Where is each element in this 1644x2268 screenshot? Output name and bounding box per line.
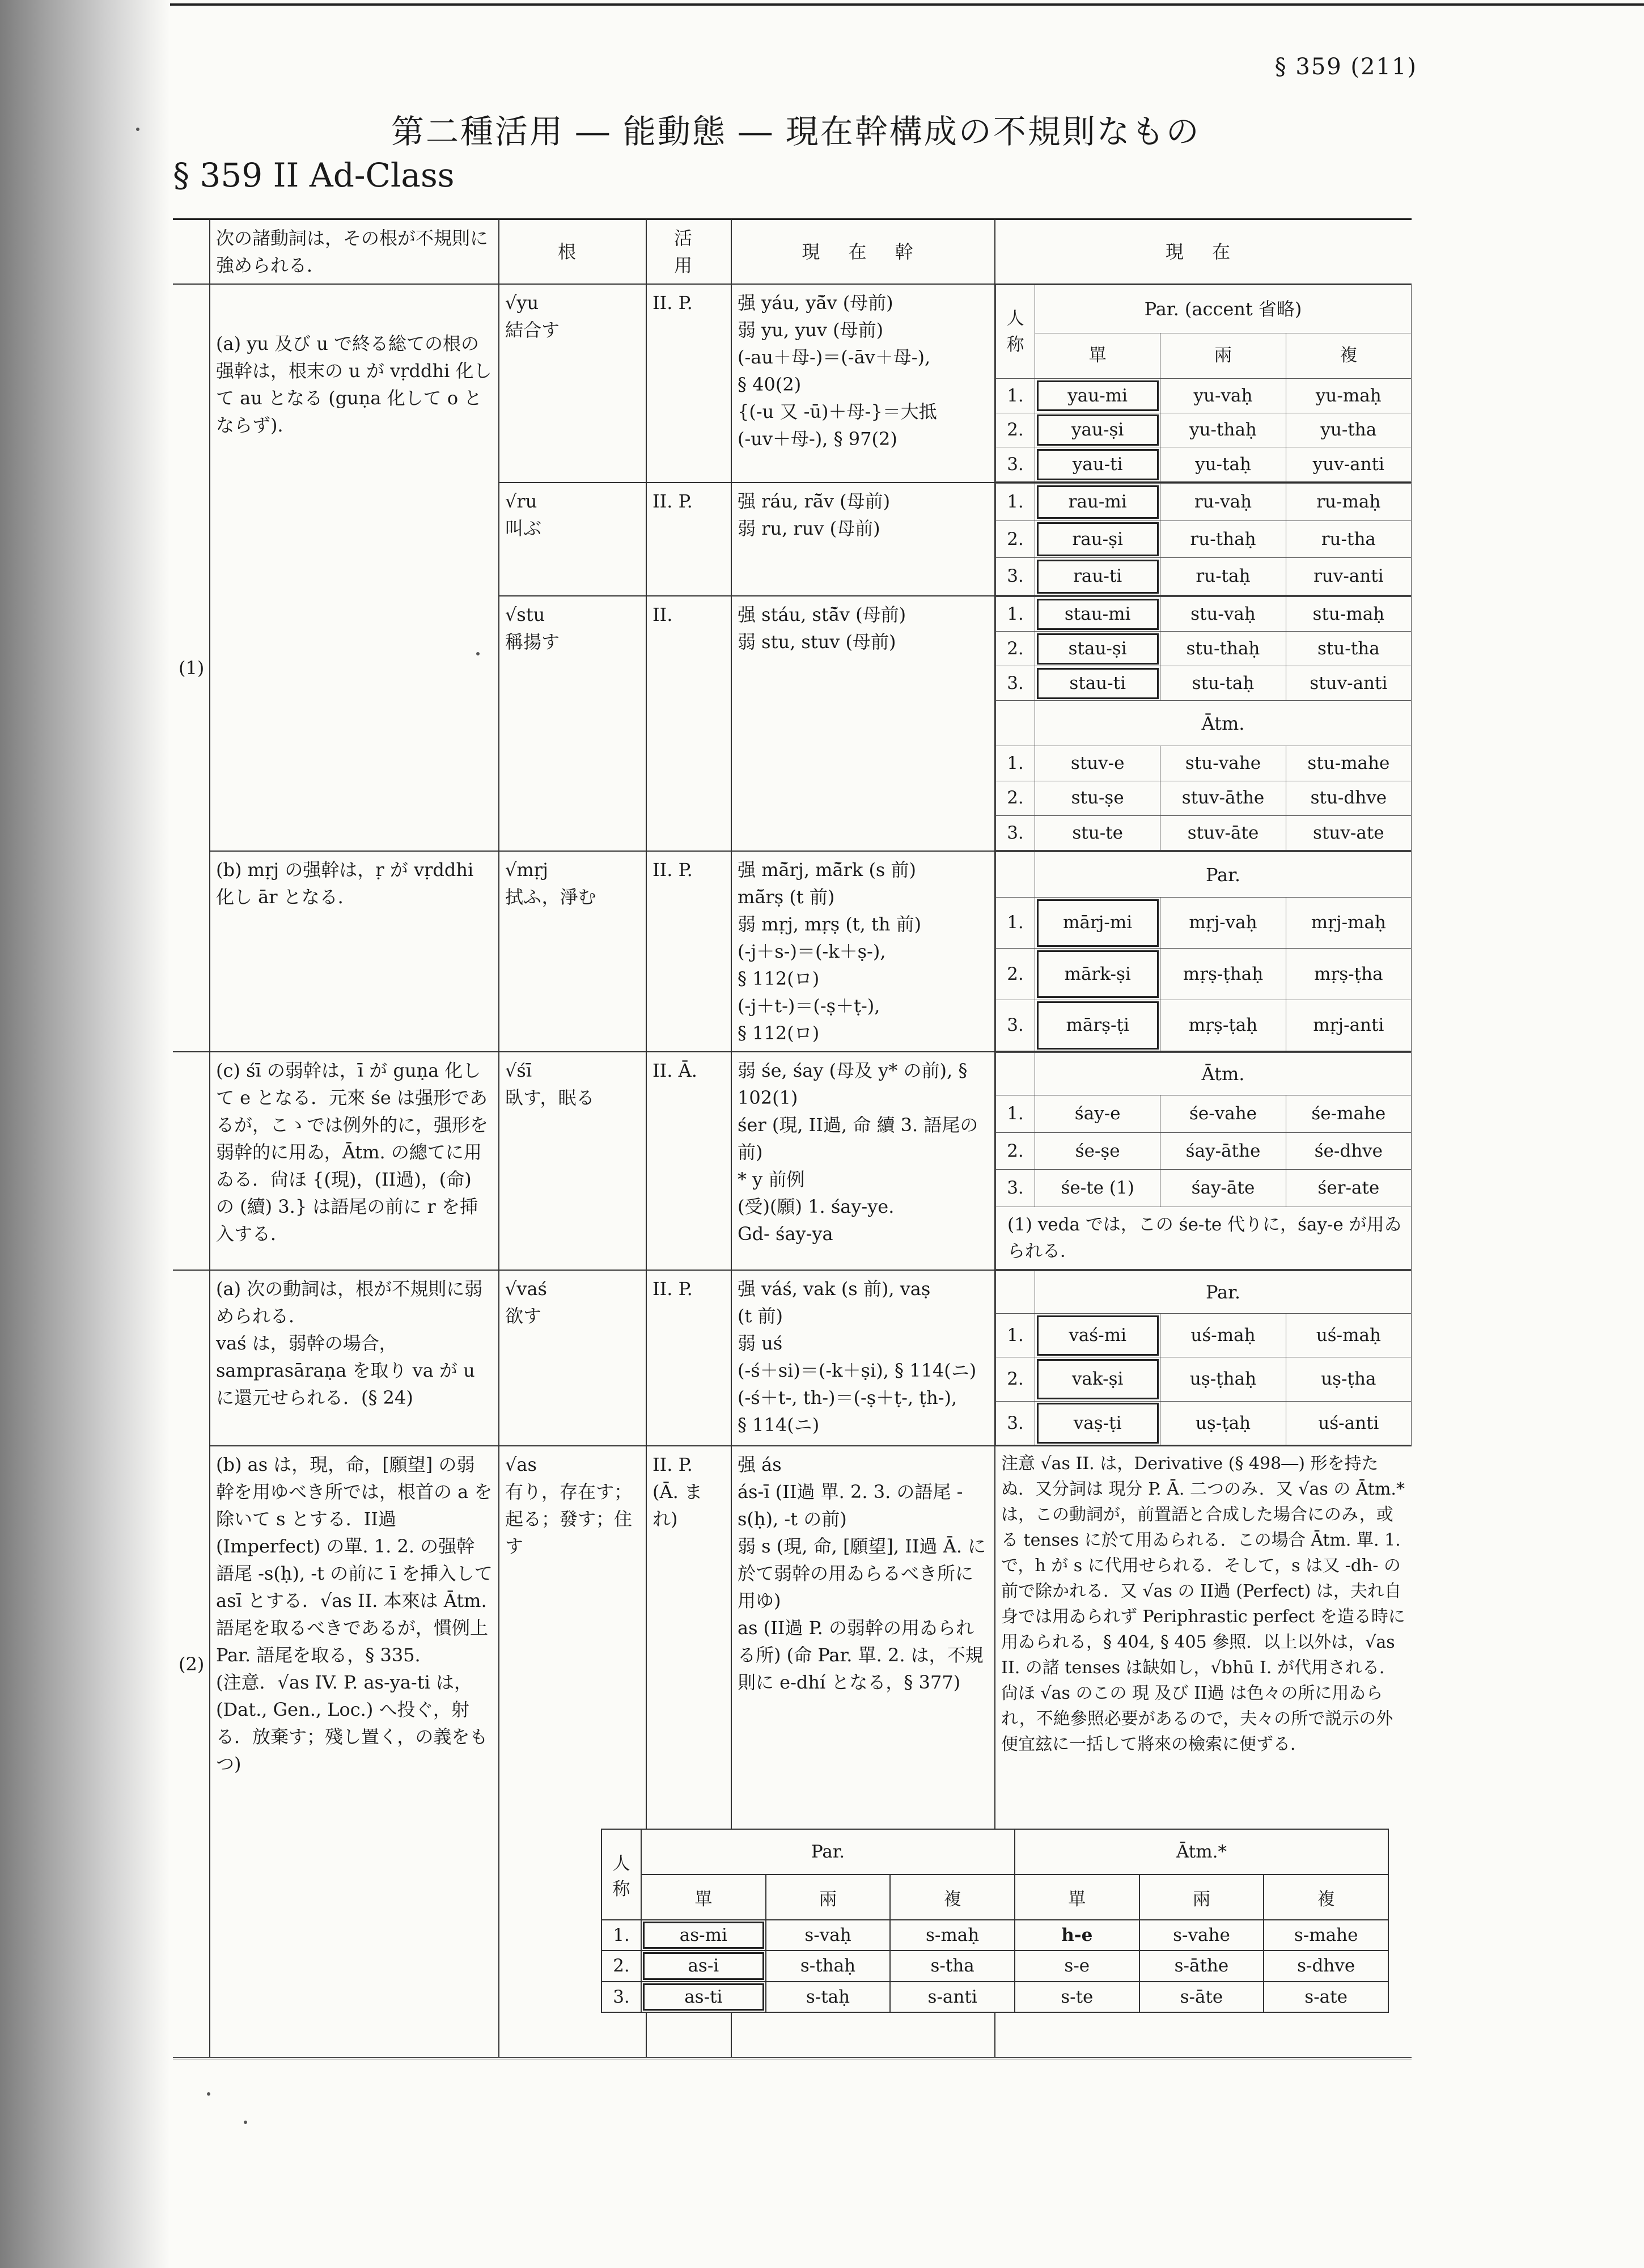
conj-as: II. P. (Ā. まれ) (646, 1446, 731, 2058)
form-cell: s-vaḥ (766, 1920, 891, 1950)
person-num: 3. (996, 815, 1035, 850)
person-num: 2. (996, 781, 1035, 815)
form-cell: stuv-anti (1286, 666, 1411, 701)
stem-vas: 强 váś, vak (s 前), vaṣ (t 前) 弱 uś (-ś＋si)＝(-k＋ṣi), § 114(ニ) (-ś＋t-, th-)＝(-ṣ＋ṭ-, ṭh-), § 114(ニ) (731, 1270, 995, 1446)
form-cell: ru-tha (1286, 521, 1411, 558)
person-num: 2. (996, 521, 1035, 558)
scan-speck (136, 128, 139, 131)
scan-shadow (0, 0, 170, 2268)
stem-yu: 强 yáu, yā̆v (母前) 弱 yu, yuv (母前) (-au＋母-)＝(-āv＋母-), § 40(2) {(-u 又 -ū)＋母-}＝大抵 (-uv＋母-), § 97(2) (731, 284, 995, 483)
form-cell: stuv-āthe (1160, 781, 1286, 815)
scan-speck (244, 2121, 247, 2124)
form-cell: stau-mi (1035, 597, 1160, 632)
form-cell: yau-ṣi (1035, 413, 1160, 447)
person-spacer (996, 701, 1035, 746)
form-cell: śe-mahe (1286, 1095, 1411, 1133)
form-cell: śe-ṣe (1035, 1132, 1160, 1170)
person-num: 3. (996, 447, 1035, 482)
form-cell: vaṣ-ṭi (1035, 1401, 1160, 1445)
conj-yu: II. P. (646, 284, 731, 483)
form-cell: as-i (641, 1950, 766, 1981)
voice-head-atm: Ātm.* (1015, 1829, 1388, 1875)
form-cell: ru-thaḥ (1160, 521, 1286, 558)
number-head-pl: 複 (1286, 333, 1411, 379)
group-1-number: (1) (173, 284, 210, 1052)
form-cell: rau-ṣi (1035, 521, 1160, 558)
header-root: 根 (499, 219, 646, 285)
form-cell: s-āte (1139, 1982, 1264, 2012)
form-cell: yu-vaḥ (1160, 379, 1286, 413)
conj-si: II. Ā. (646, 1052, 731, 1270)
form-cell: uś-maḥ (1160, 1314, 1286, 1357)
form-cell: stu-dhve (1286, 781, 1411, 815)
form-cell: śay-āte (1160, 1170, 1286, 1207)
root-vas: √vaś 欲す (499, 1270, 646, 1446)
paradigm-as (601, 1829, 1389, 2013)
voice-head: Par. (1035, 852, 1412, 898)
form-cell: s-tha (890, 1950, 1015, 1981)
form-cell: as-mi (641, 1920, 766, 1950)
person-num: 3. (996, 666, 1035, 701)
group-2b-desc: (b) as は，現，命，[願望] の弱幹を用ゆべき所では，根首の a を除いて s とする．II過 (Imperfect) の單. 1. 2. の强幹語尾 -s(ḥ), -t の前に ī を挿入して asī とする．√as II. 本來は Ātm. 語尾を取るべきであるが，慣例上 Par. 語尾を取る，§ 335. (注意．√as IV. P. as-ya-ti は，(Dat., Gen., Loc.) へ投ぐ，射る．放棄す；殘し置く，の義をもつ) (210, 1446, 499, 2058)
form-cell: rau-ti (1035, 558, 1160, 595)
person-spacer (996, 1271, 1035, 1314)
person-num: 3. (996, 1000, 1035, 1051)
form-cell: mṛṣ-ṭhaḥ (1160, 949, 1286, 1000)
person-num: 2. (996, 1357, 1035, 1401)
paradigm-ru (995, 483, 1412, 596)
form-cell: as-ti (641, 1982, 766, 2012)
group-1c-desc: (c) śī の弱幹は，ī が guṇa 化して e となる．元來 śe は强形であるが，こゝでは例外的に，强形を弱幹的に用ゐ，Ātm. の總てに用ゐる．尙ほ {(現)，(II過)，(命) の (續) 3.} は語尾の前に r を挿入する． (210, 1052, 499, 1270)
form-cell: stau-ti (1035, 666, 1160, 701)
form-cell: yau-mi (1035, 379, 1160, 413)
person-num: 1. (996, 898, 1035, 949)
root-as: √as 有り，存在す；起る；發す；住す (499, 1446, 646, 2058)
root-stu: √stu 稱揚す (499, 596, 646, 851)
form-cell: mṛṣ-ṭha (1286, 949, 1411, 1000)
conj-ru: II. P. (646, 483, 731, 596)
form-cell: śay-āthe (1160, 1132, 1286, 1170)
form-cell: ruv-anti (1286, 558, 1411, 595)
form-cell: mṛj-anti (1286, 1000, 1411, 1051)
stem-ru: 强 ráu, rā̆v (母前) 弱 ru, ruv (母前) (731, 483, 995, 596)
form-cell: stu-maḥ (1286, 597, 1411, 632)
form-cell: stu-vaḥ (1160, 597, 1286, 632)
person-num: 2. (996, 949, 1035, 1000)
group-col-head (173, 219, 210, 285)
person-num: 1. (996, 379, 1035, 413)
form-cell: stu-taḥ (1160, 666, 1286, 701)
form-cell: s-maḥ (890, 1920, 1015, 1950)
person-num: 3. (996, 1170, 1035, 1207)
form-cell: s-e (1015, 1950, 1139, 1981)
group-1a-desc: (a) yu 及び u で終る総ての根の强幹は，根末の u が vṛddhi 化して au となる (guṇa 化して o とならず)． (210, 284, 499, 851)
form-cell: s-taḥ (766, 1982, 891, 2012)
form-cell: uṣ-ṭhaḥ (1160, 1357, 1286, 1401)
page-title: 第二種活用 ― 能動態 ― 現在幹構成の不規則なもの (391, 112, 1201, 151)
number-head-sg: 單 (1015, 1875, 1139, 1920)
header-conj: 活 用 (646, 219, 731, 285)
number-head-sg: 單 (641, 1875, 766, 1920)
form-cell: rau-mi (1035, 484, 1160, 521)
voice-head: Par. (1035, 1271, 1412, 1314)
form-cell: vaś-mi (1035, 1314, 1160, 1357)
group-1-spacer (173, 1052, 210, 1270)
conj-mrj: II. P. (646, 851, 731, 1052)
root-ru: √ru 叫ぶ (499, 483, 646, 596)
form-cell: yu-thaḥ (1160, 413, 1286, 447)
top-rule (170, 3, 1644, 6)
person-num: 1. (996, 1095, 1035, 1133)
form-cell: s-ate (1264, 1982, 1388, 2012)
form-cell: s-vahe (1139, 1920, 1264, 1950)
form-cell: stu-ṣe (1035, 781, 1160, 815)
section-heading: § 359 II Ad-Class (173, 156, 455, 194)
person-spacer (996, 852, 1035, 898)
form-cell: s-dhve (1264, 1950, 1388, 1981)
person-num: 2. (996, 413, 1035, 447)
conjugation-table (173, 218, 1412, 2059)
stem-as: 强 ás ás-ī (II過 單. 2. 3. の語尾 -s(ḥ), -t の前) 弱 s (現, 命, [願望], II過 Ā. に於て弱幹の用ゐらるべき所に用ゆ) as (II過 P. の弱幹の用ゐられる所) (命 Par. 單. 2. は，不規則に e-dhí となる，§ 377) (731, 1446, 995, 2058)
number-head-du: 兩 (1160, 333, 1286, 379)
form-cell: stu-tha (1286, 632, 1411, 666)
person-num: 2. (996, 1132, 1035, 1170)
form-cell: śay-e (1035, 1095, 1160, 1133)
form-cell: ru-vaḥ (1160, 484, 1286, 521)
form-cell: śe-dhve (1286, 1132, 1411, 1170)
form-cell: stu-vahe (1160, 746, 1286, 781)
form-cell: mṛṣ-ṭaḥ (1160, 1000, 1286, 1051)
form-cell: yu-tha (1286, 413, 1411, 447)
header-present-label: 現 在 (1165, 241, 1242, 263)
form-cell: mārṣ-ṭi (1035, 1000, 1160, 1051)
paradigm-vas (995, 1270, 1412, 1446)
root-si: √śī 臥す，眠る (499, 1052, 646, 1270)
voice-head: Ātm. (1035, 1053, 1412, 1095)
person-num: 1. (996, 746, 1035, 781)
form-cell: stu-mahe (1286, 746, 1411, 781)
paradigm-si (995, 1052, 1412, 1270)
form-cell: stu-thaḥ (1160, 632, 1286, 666)
group-1b-desc: (b) mṛj の强幹は，ṛ が vṛddhi 化し ār となる． (210, 851, 499, 1052)
form-cell: stau-ṣi (1035, 632, 1160, 666)
form-cell: stuv-āte (1160, 815, 1286, 850)
form-cell: vak-ṣi (1035, 1357, 1160, 1401)
si-footnote: (1) veda では，この śe-te 代りに，śay-e が用ゐられる． (996, 1207, 1412, 1270)
number-head-du: 兩 (766, 1875, 891, 1920)
form-cell: yu-maḥ (1286, 379, 1411, 413)
number-head-du: 兩 (1139, 1875, 1264, 1920)
form-cell: s-thaḥ (766, 1950, 891, 1981)
stem-stu: 强 stáu, stā̆v (母前) 弱 stu, stuv (母前) (731, 596, 995, 851)
form-cell: ru-maḥ (1286, 484, 1411, 521)
header-stem: 現 在 幹 (731, 219, 995, 285)
running-head: § 359 (211) (1274, 54, 1417, 80)
conj-vas: II. P. (646, 1270, 731, 1446)
person-head: 人称 (996, 285, 1035, 379)
as-note: 注意 √as II. は，Derivative (§ 498―) 形を持たぬ．又分詞は 現分 P. Ā. 二つのみ．又 √as の Ātm.* は，この動詞が，前置語と合成した場合にのみ，或る tenses に於て用ゐられる．この場合 Ātm. 單. 1. で，h が s に代用せられる．そして，s は又 -dh- の前で除かれる．又 √as の II過 (Perfect) は，夫れ自身では用ゐられず Periphrastic perfect を造る時に用ゐられる，§ 404, § 405 參照．以上以外は，√as II. の諸 tenses は缺如し，√bhū I. が代用される．尙ほ √as のこの 現 及び II過 は色々の所に用ゐられ，不絶參照必要があるので，夫々の所で説示の外便宜玆に一括して將來の檢索に便ずる． (995, 1446, 1412, 2058)
person-spacer (996, 1053, 1035, 1095)
voice-head: Ātm. (1035, 701, 1412, 746)
form-cell: ru-taḥ (1160, 558, 1286, 595)
paradigm-yu (995, 284, 1412, 483)
form-cell: uṣ-ṭha (1286, 1357, 1411, 1401)
stem-si: 弱 śe, śay (母及 y* の前), § 102(1) śer (現, II過, 命 續 3. 語尾の前) * y 前例 (受)(願) 1. śay-ye. Gd- śay-ya (731, 1052, 995, 1270)
person-num: 3. (996, 558, 1035, 595)
form-cell: s-āthe (1139, 1950, 1264, 1981)
paradigm-mrj (995, 851, 1412, 1052)
form-cell: stuv-ate (1286, 815, 1411, 850)
number-head-pl: 複 (1264, 1875, 1388, 1920)
form-cell: uś-maḥ (1286, 1314, 1411, 1357)
form-cell: yuv-anti (1286, 447, 1411, 482)
person-num: 3. (601, 1982, 641, 2012)
voice-head-par: Par. (641, 1829, 1015, 1875)
header-present (995, 219, 1412, 285)
paradigm-stu (995, 596, 1412, 851)
form-cell: mṛj-maḥ (1286, 898, 1411, 949)
form-cell: uṣ-ṭaḥ (1160, 1401, 1286, 1445)
stem-mrj: 强 mā̆rj, mā̆rk (s 前) mā̆rṣ (t 前) 弱 mṛj, mṛṣ (t, th 前) (-j＋s-)＝(-k＋ṣ-), § 112(ロ) (-j＋t-)＝(-ṣ＋ṭ-), § 112(ロ) (731, 851, 995, 1052)
form-cell: uś-anti (1286, 1401, 1411, 1445)
form-cell: mṛj-vaḥ (1160, 898, 1286, 949)
number-head-pl: 複 (890, 1875, 1015, 1920)
root-yu: √yu 結合す (499, 284, 646, 483)
person-num: 2. (996, 632, 1035, 666)
person-num: 1. (996, 484, 1035, 521)
form-cell: śer-ate (1286, 1170, 1411, 1207)
form-cell: h-e (1015, 1920, 1139, 1950)
person-num: 1. (601, 1920, 641, 1950)
group-2a-desc: (a) 次の動詞は，根が不規則に弱められる． vaś は，弱幹の場合，samprasāraṇa を取り va が u に還元せられる．(§ 24) (210, 1270, 499, 1446)
voice-head: Par. (accent 省略) (1035, 285, 1412, 333)
form-cell: mārj-mi (1035, 898, 1160, 949)
form-cell: s-mahe (1264, 1920, 1388, 1950)
person-head: 人称 (601, 1829, 641, 1920)
person-num: 2. (601, 1950, 641, 1981)
form-cell: s-te (1015, 1982, 1139, 2012)
conj-stu: II. (646, 596, 731, 851)
header-desc: 次の諸動詞は，その根が不規則に強められる． (210, 219, 499, 285)
person-num: 1. (996, 597, 1035, 632)
form-cell: stuv-e (1035, 746, 1160, 781)
form-cell: s-anti (890, 1982, 1015, 2012)
root-mrj: √mṛj 拭ふ，淨む (499, 851, 646, 1052)
group-2-number: (2) (173, 1270, 210, 2058)
form-cell: yau-ti (1035, 447, 1160, 482)
form-cell: yu-taḥ (1160, 447, 1286, 482)
form-cell: śe-te (1) (1035, 1170, 1160, 1207)
person-num: 3. (996, 1401, 1035, 1445)
form-cell: mārk-ṣi (1035, 949, 1160, 1000)
form-cell: stu-te (1035, 815, 1160, 850)
scan-speck (207, 2092, 210, 2096)
number-head-sg: 單 (1035, 333, 1160, 379)
form-cell: śe-vahe (1160, 1095, 1286, 1133)
person-num: 1. (996, 1314, 1035, 1357)
